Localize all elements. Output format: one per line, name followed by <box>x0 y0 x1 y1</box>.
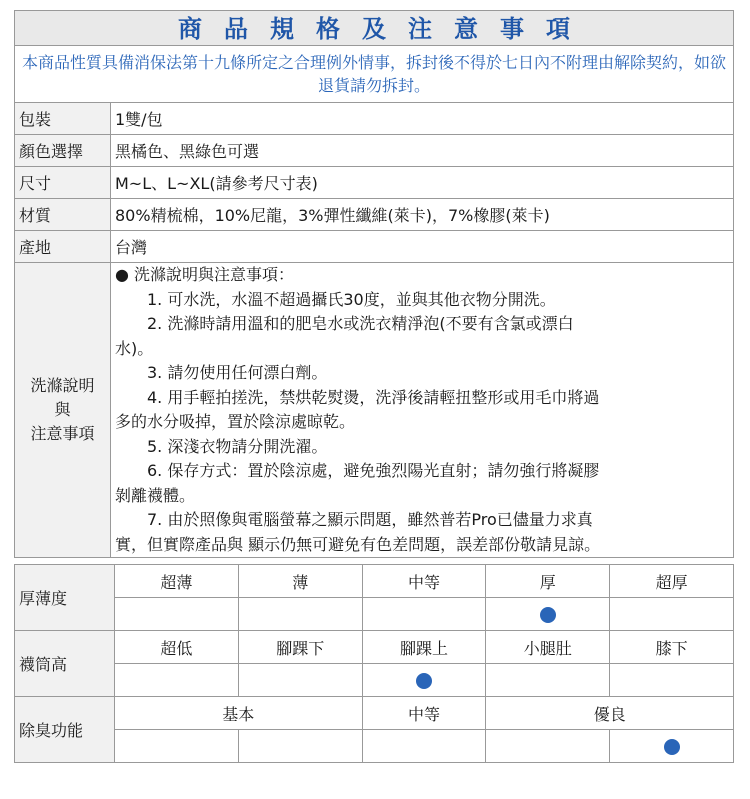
deodorant-marker-cell <box>610 730 734 763</box>
sock-height-label: 襪筒高 <box>15 631 115 697</box>
deodorant-option: 優良 <box>486 697 734 730</box>
wash-heading: ● 洗滌說明與注意事項： <box>115 265 295 284</box>
thickness-option: 薄 <box>238 565 362 598</box>
sock-height-marker-cell <box>486 664 610 697</box>
wash-label-line: 注意事項 <box>30 424 95 443</box>
thickness-marker-cell <box>238 598 362 631</box>
spec-row <box>15 167 734 199</box>
deodorant-marker-cell <box>115 730 239 763</box>
spec-value: 黑橘色、黑綠色可選 <box>111 135 734 167</box>
selected-dot-icon <box>416 673 432 689</box>
wash-label-line: 洗滌說明 <box>30 376 95 395</box>
spec-sheet <box>14 10 734 763</box>
deodorant-marker-row <box>15 730 734 763</box>
sock-height-marker-row <box>15 664 734 697</box>
deodorant-marker-cell <box>486 730 610 763</box>
sock-height-marker-cell <box>610 664 734 697</box>
wash-instructions <box>111 263 734 558</box>
spec-row <box>15 199 734 231</box>
wash-line: 7. 由於照像與電腦螢幕之顯示問題，雖然普若Pro已儘量力求真 <box>115 510 593 529</box>
wash-row <box>15 263 734 558</box>
spec-row <box>15 135 734 167</box>
rating-grid <box>14 564 734 763</box>
selected-dot-icon <box>540 607 556 623</box>
page-title: 商品規格及注意事項 <box>14 10 734 46</box>
wash-line: 1. 可水洗，水溫不超過攝氏30度，並與其他衣物分開洗。 <box>115 289 556 309</box>
thickness-option: 超厚 <box>610 565 734 598</box>
thickness-label: 厚薄度 <box>15 565 115 631</box>
deodorant-label: 除臭功能 <box>15 697 115 763</box>
thickness-option: 超薄 <box>115 565 239 598</box>
sock-height-option: 腳踝上 <box>362 631 486 664</box>
spec-table <box>14 102 734 558</box>
thickness-marker-cell <box>362 598 486 631</box>
wash-line: 水)。 <box>115 338 154 358</box>
spec-value: 1雙/包 <box>111 103 734 135</box>
spec-row <box>15 103 734 135</box>
sock-height-option: 膝下 <box>610 631 734 664</box>
sock-height-marker-cell <box>115 664 239 697</box>
spec-label: 包裝 <box>15 103 111 135</box>
wash-label <box>15 263 111 558</box>
deodorant-marker-cell <box>238 730 362 763</box>
deodorant-marker-cell <box>362 730 486 763</box>
wash-line: 剝離襪體。 <box>115 485 196 505</box>
thickness-marker-row <box>15 598 734 631</box>
spec-label: 尺寸 <box>15 167 111 199</box>
wash-line: 5. 深淺衣物請分開洗濯。 <box>115 436 328 456</box>
sock-height-option: 小腿肚 <box>486 631 610 664</box>
thickness-option: 厚 <box>486 565 610 598</box>
spec-label: 材質 <box>15 199 111 231</box>
wash-line: 6. 保存方式：置於陰涼處，避免強烈陽光直射；請勿強行將凝膠 <box>115 461 600 480</box>
sock-height-marker-cell <box>362 664 486 697</box>
spec-value: 80%精梳棉，10%尼龍，3%彈性纖維(萊卡)，7%橡膠(萊卡) <box>111 199 734 231</box>
wash-line: 3. 請勿使用任何漂白劑。 <box>115 363 328 382</box>
wash-line: 4. 用手輕拍搓洗，禁烘乾熨燙，洗淨後請輕扭整形或用毛巾將過 <box>115 387 600 407</box>
sock-height-option-row <box>15 631 734 664</box>
thickness-marker-cell <box>610 598 734 631</box>
spec-value: M~L、L~XL(請參考尺寸表) <box>111 167 734 199</box>
thickness-option-row <box>15 565 734 598</box>
wash-line: 2. 洗滌時請用溫和的肥皂水或洗衣精淨泡(不要有含氯或漂白 <box>115 314 574 333</box>
spec-row <box>15 231 734 263</box>
wash-line: 多的水分吸掉，置於陰涼處晾乾。 <box>115 412 356 431</box>
spec-label: 產地 <box>15 231 111 263</box>
sock-height-marker-cell <box>238 664 362 697</box>
thickness-marker-cell <box>115 598 239 631</box>
return-notice: 本商品性質具備消保法第十九條所定之合理例外情事，拆封後不得於七日內不附理由解除契約，如欲退貨請勿拆封。 <box>14 46 734 102</box>
wash-line: 實，但實際產品與 顯示仍無可避免有色差問題，誤差部份敬請見諒。 <box>115 534 601 554</box>
spec-label: 顏色選擇 <box>15 135 111 167</box>
selected-dot-icon <box>664 739 680 755</box>
thickness-marker-cell <box>486 598 610 631</box>
wash-label-line: 與 <box>54 400 71 419</box>
deodorant-option: 基本 <box>115 697 363 730</box>
thickness-option: 中等 <box>362 565 486 598</box>
sock-height-option: 超低 <box>115 631 239 664</box>
deodorant-option: 中等 <box>362 697 486 730</box>
spec-value: 台灣 <box>111 231 734 263</box>
sock-height-option: 腳踝下 <box>238 631 362 664</box>
deodorant-option-row <box>15 697 734 730</box>
